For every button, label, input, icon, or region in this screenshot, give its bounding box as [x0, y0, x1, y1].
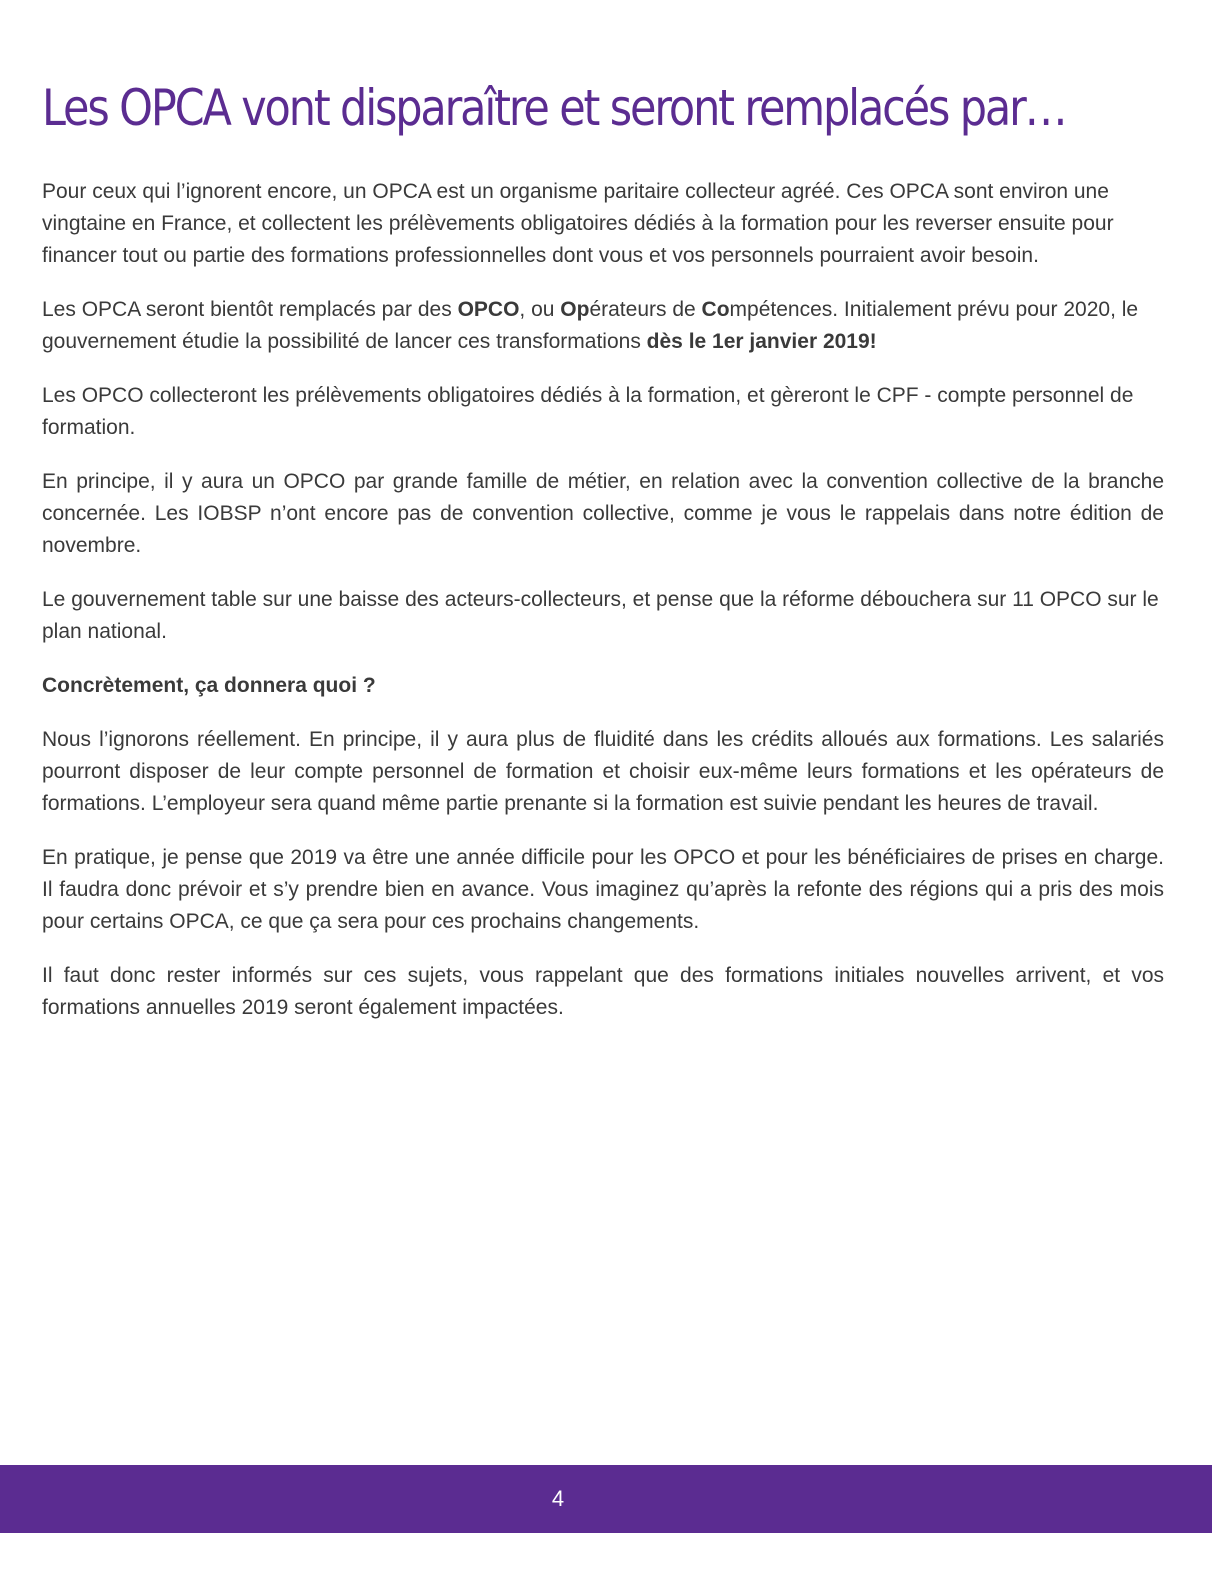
bold-date: dès le 1er janvier 2019! — [646, 330, 877, 353]
paragraph-opco — [42, 294, 1164, 358]
paragraph-practice: En pratique, je pense que 2019 va être une année difficile pour les OPCO et pour les bénéficiaires de prises en charge. Il faudra donc prévoir et s’y prendre bien en avance. Vous imaginez qu’après la refonte des régions qui a pris des mois pour certains OPCA, ce que ça sera pour ces prochains changements. — [42, 846, 1164, 933]
paragraph-concretely: Nous l’ignorons réellement. En principe, il y aura plus de fluidité dans les crédits alloués aux formations. Les salariés pourront disposer de leur compte personnel de formation et choisir eux-même leurs formations et les opérateurs de formations. L’employeur sera quand même partie prenante si la formation est suivie pendant les heures de travail. — [42, 728, 1164, 815]
footer-bar — [0, 1465, 1212, 1533]
text-segment: érateurs de — [589, 298, 702, 321]
article-body — [42, 176, 1164, 1046]
paragraph-principle: En principe, il y aura un OPCO par grande famille de métier, en relation avec la convention collective de la branche concernée. Les IOBSP n’ont encore pas de convention collective, comme je vous le rappelais dans notre édition de novembre. — [42, 470, 1164, 557]
text-segment: , ou — [519, 298, 561, 321]
paragraph-intro: Pour ceux qui l’ignorent encore, un OPCA est un organisme paritaire collecteur agréé. Ces OPCA sont environ une vingtaine en France, et collectent les prélèvements obligatoires dédiés à la formation pour les reverser ensuite pour financer tout ou partie des formations professionnelles dont vous et vos personnels pourraient avoir besoin. — [42, 180, 1114, 267]
bold-opco: OPCO — [457, 298, 520, 321]
paragraph-government: Le gouvernement table sur une baisse des acteurs-collecteurs, et pense que la réforme débouchera sur 11 OPCO sur le plan national. — [42, 588, 1159, 643]
text-segment: Les OPCA seront bientôt remplacés par des — [42, 298, 458, 321]
bold-op: Op — [560, 298, 590, 321]
subheading — [42, 670, 1164, 702]
paragraph-conclusion: Il faut donc rester informés sur ces sujets, vous rappelant que des formations initiales nouvelles arrivent, et vos formations annuelles 2019 seront également impactées. — [42, 964, 1164, 1019]
paragraph-collection: Les OPCO collecteront les prélèvements obligatoires dédiés à la formation, et gèreront le CPF - compte personnel de formation. — [42, 384, 1134, 439]
text-segment: mpétences. Initialement prévu pour 2020, le gouvernement étudie la possibilité de lancer ces transformations — [42, 298, 1139, 353]
bold-co: Co — [701, 298, 730, 321]
page-title: Les OPCA vont disparaître et seront remplacés par… — [42, 79, 1066, 137]
subheading-text: Concrètement, ça donnera quoi ? — [42, 674, 376, 697]
page-number: 4 — [551, 1486, 565, 1511]
